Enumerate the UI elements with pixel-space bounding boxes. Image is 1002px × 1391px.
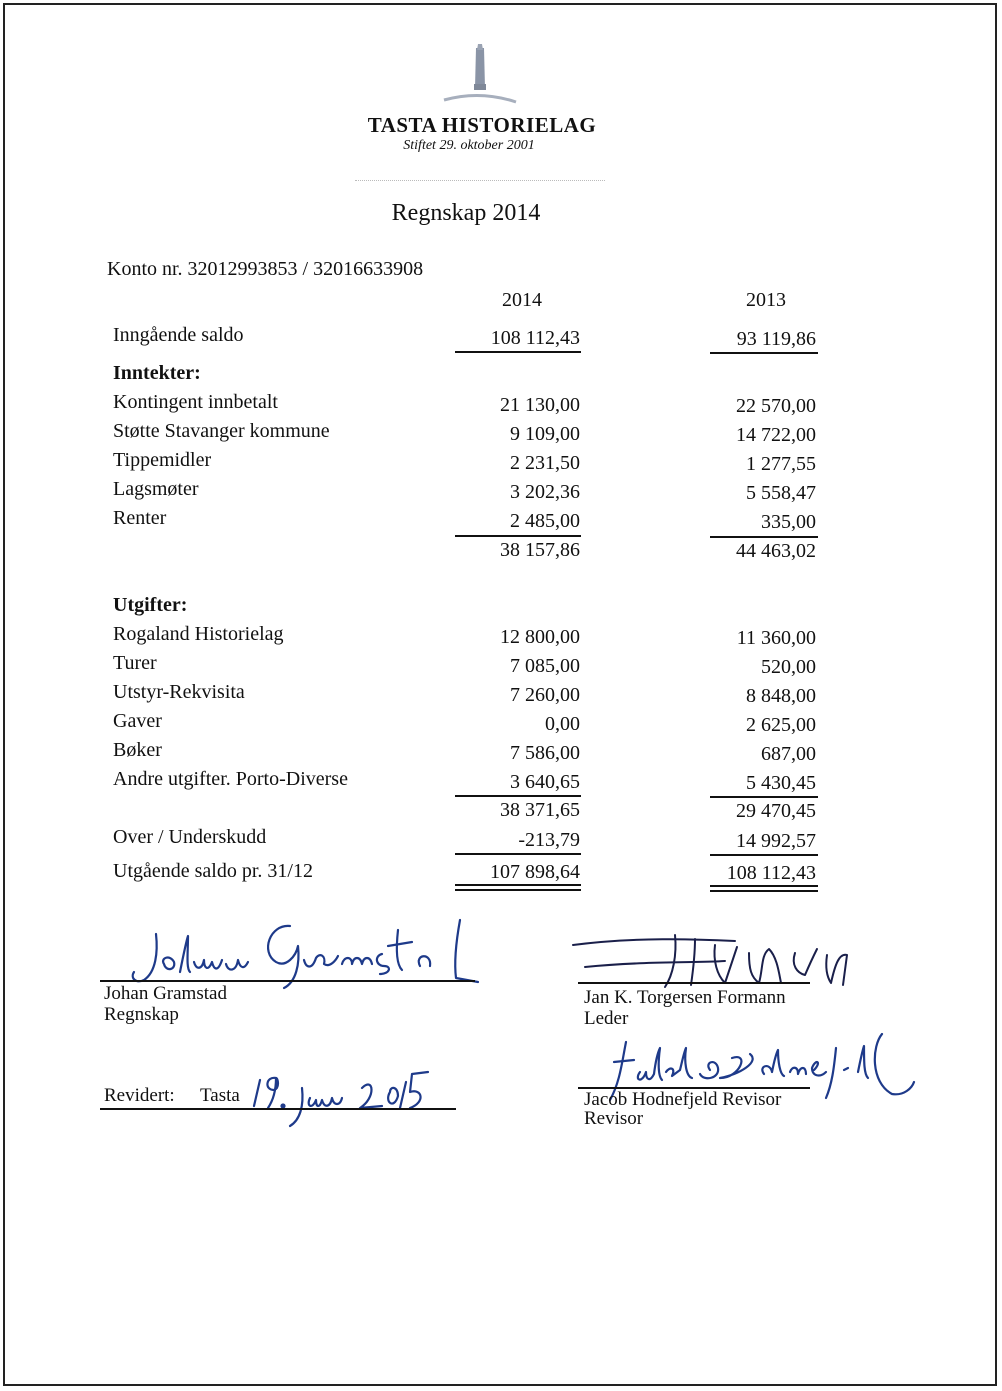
signature-line (100, 980, 475, 982)
underline (455, 795, 581, 797)
expense-row-2014: 12 800,00 (500, 626, 580, 648)
signatory-name: Johan Gramstad (104, 983, 227, 1004)
signature-line (100, 1108, 456, 1110)
underline (455, 853, 581, 855)
expense-row-label: Andre utgifter. Porto-Diverse (113, 768, 348, 790)
expense-row-label: Bøker (113, 739, 162, 761)
expense-row-label: Turer (113, 652, 157, 674)
underline (710, 352, 818, 354)
founded-date: Stiftet 29. oktober 2001 (403, 138, 535, 153)
header-divider (355, 180, 605, 181)
income-row-label: Renter (113, 507, 167, 529)
expense-row-2014: 7 260,00 (510, 684, 580, 706)
organization-name: TASTA HISTORIELAG (367, 113, 597, 137)
signatory-role: Regnskap (104, 1004, 179, 1025)
expense-row-label: Utstyr-Rekvisita (113, 681, 245, 703)
monument-logo-icon (440, 44, 520, 106)
expenses-total-2014: 38 371,65 (500, 799, 580, 821)
result-label: Over / Underskudd (113, 826, 267, 848)
opening-balance-2013: 93 119,86 (736, 328, 816, 350)
income-row-2014: 9 109,00 (510, 423, 580, 445)
signatory-name: Jacob Hodnefjeld Revisor (584, 1089, 782, 1110)
income-row-2014: 3 202,36 (510, 481, 580, 503)
double-underline (455, 884, 581, 891)
expense-row-2014: 0,00 (545, 713, 580, 735)
expense-row-2013: 11 360,00 (736, 627, 816, 649)
income-row-2013: 5 558,47 (746, 482, 816, 504)
year-header-2014: 2014 (502, 289, 542, 311)
expense-row-2013: 2 625,00 (746, 714, 816, 736)
income-row-2013: 22 570,00 (736, 395, 816, 417)
income-row-2013: 335,00 (761, 511, 816, 533)
signatory-name: Jan K. Torgersen Formann (584, 987, 786, 1008)
income-row-2014: 2 231,50 (510, 452, 580, 474)
closing-balance-2014: 107 898,64 (490, 861, 580, 883)
underline (455, 351, 581, 353)
income-heading: Inntekter: (113, 362, 201, 384)
audited-place: Tasta (200, 1085, 240, 1106)
signature-line (578, 982, 810, 984)
underline (455, 535, 581, 537)
audited-label: Revidert: (104, 1085, 175, 1106)
opening-balance-2014: 108 112,43 (490, 327, 580, 349)
expense-row-2013: 5 430,45 (746, 772, 816, 794)
closing-balance-2013: 108 112,43 (726, 862, 816, 884)
double-underline (710, 885, 818, 892)
underline (710, 536, 818, 538)
document-title: Regnskap 2014 (391, 200, 541, 226)
expense-row-2014: 7 586,00 (510, 742, 580, 764)
expense-row-2013: 8 848,00 (746, 685, 816, 707)
expenses-heading: Utgifter: (113, 594, 188, 616)
signatory-role: Leder (584, 1008, 629, 1029)
handwritten-audit-date (250, 1062, 440, 1132)
opening-balance-label: Inngående saldo (113, 324, 244, 346)
signatory-role: Revisor (584, 1108, 644, 1129)
expense-row-2013: 687,00 (761, 743, 816, 765)
account-number: Konto nr. 32012993853 / 32016633908 (107, 258, 424, 280)
underline (710, 854, 818, 856)
income-row-2013: 1 277,55 (746, 453, 816, 475)
expense-row-2014: 3 640,65 (510, 771, 580, 793)
income-row-2014: 2 485,00 (510, 510, 580, 532)
income-row-label: Støtte Stavanger kommune (113, 420, 330, 442)
income-row-label: Kontingent innbetalt (113, 391, 278, 413)
income-row-label: Tippemidler (113, 449, 212, 471)
income-row-2013: 14 722,00 (736, 424, 816, 446)
expense-row-label: Rogaland Historielag (113, 623, 284, 645)
underline (710, 796, 818, 798)
income-total-2014: 38 157,86 (500, 539, 580, 561)
result-2014: -213,79 (518, 829, 580, 851)
result-2013: 14 992,57 (736, 830, 816, 852)
income-row-2014: 21 130,00 (500, 394, 580, 416)
expense-row-2013: 520,00 (761, 656, 816, 678)
income-total-2013: 44 463,02 (736, 540, 816, 562)
year-header-2013: 2013 (746, 289, 786, 311)
closing-balance-label: Utgående saldo pr. 31/12 (113, 860, 313, 882)
income-row-label: Lagsmøter (113, 478, 199, 500)
expense-row-label: Gaver (113, 710, 162, 732)
signature-jan-torgersen (565, 925, 855, 995)
expenses-total-2013: 29 470,45 (736, 800, 816, 822)
expense-row-2014: 7 085,00 (510, 655, 580, 677)
